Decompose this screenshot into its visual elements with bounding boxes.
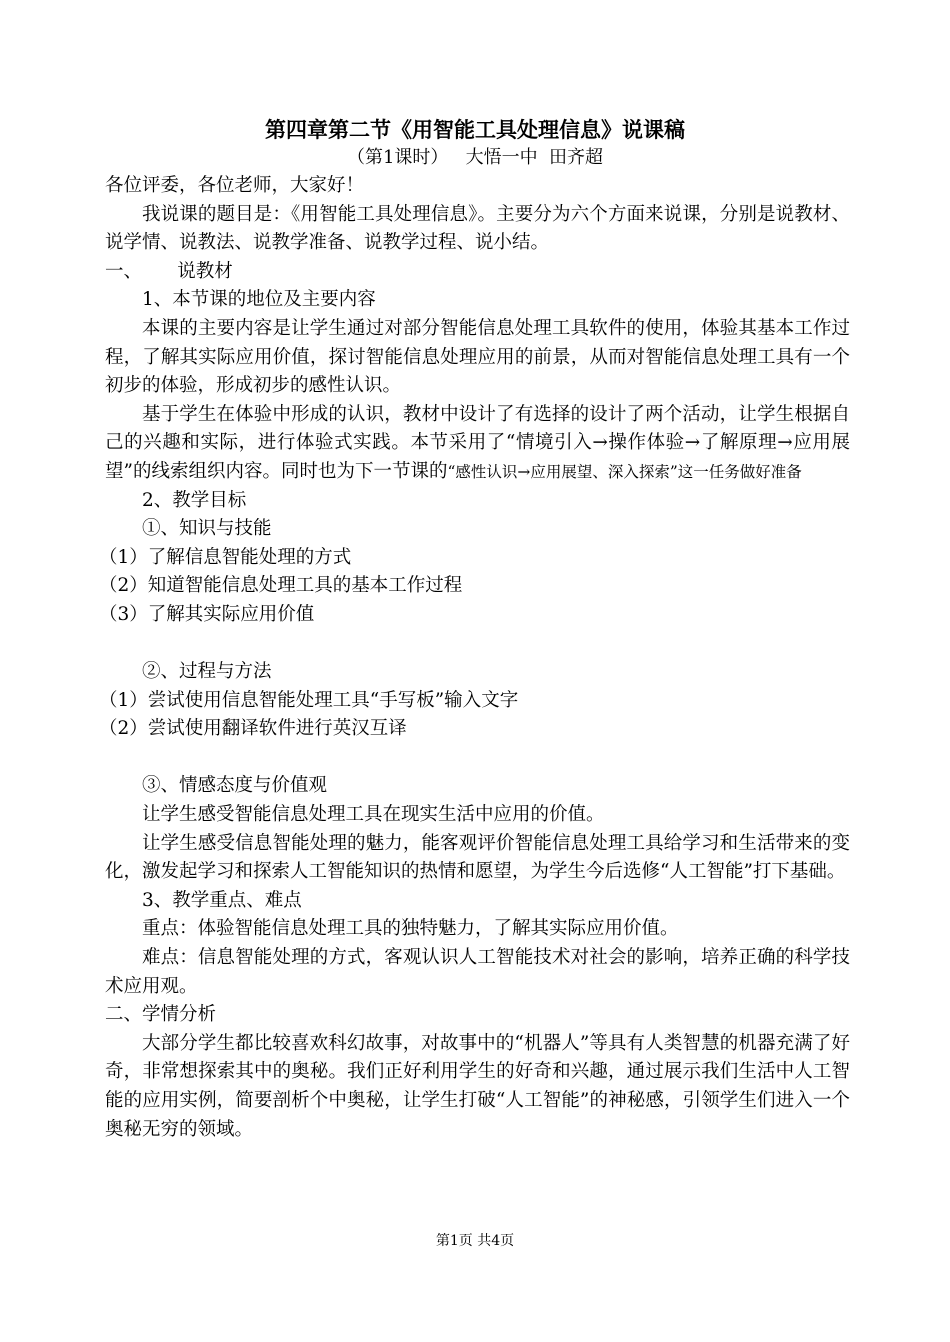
difficult-point: 难点：信息智能处理的方式，客观认识人工智能技术对社会的影响，培养正确的科学技术应用观。 bbox=[105, 947, 850, 997]
goal-2-heading: ②、过程与方法 bbox=[142, 661, 272, 683]
section-1-heading: 一、 说教材 bbox=[105, 260, 233, 282]
subsection-2-heading: 2、教学目标 bbox=[142, 489, 247, 511]
activity-text: 基于学生在体验中形成的认识，教材中设计了有选择的设计了两个活动，让学生根据自己的兴趣和实际，进行体验式实践。本节采用了“情境引入→操作体验→了解原理→应用展望”的线索组织内容。同时也为下一节课的 bbox=[105, 403, 850, 482]
subsection-1-heading: 1、本节课的地位及主要内容 bbox=[142, 289, 376, 311]
goal-3-heading: ③、情感态度与价值观 bbox=[142, 775, 328, 797]
section-2-heading: 二、学情分析 bbox=[105, 1004, 217, 1026]
list-item: （1）了解信息智能处理的方式 bbox=[99, 546, 352, 568]
list-item: （2）知道智能信息处理工具的基本工作过程 bbox=[99, 575, 463, 597]
activity-text-small: “感性认识→应用展望、深入探索”这一任务做好准备 bbox=[447, 462, 802, 481]
subsection-3-heading: 3、教学重点、难点 bbox=[142, 889, 302, 911]
goal-1-heading: ①、知识与技能 bbox=[142, 518, 272, 540]
list-item: （1）尝试使用信息智能处理工具“手写板”输入文字 bbox=[99, 689, 519, 711]
list-item: （3）了解其实际应用价值 bbox=[99, 603, 315, 625]
greeting: 各位评委，各位老师，大家好！ bbox=[105, 175, 365, 196]
blank-line bbox=[105, 744, 850, 773]
learner-analysis-paragraph: 大部分学生都比较喜欢科幻故事，对故事中的“机器人”等具有人类智慧的机器充满了好奇，非常想探索其中的奥秘。我们正好利用学生的好奇和兴趣，通过展示我们生活中人工智能的应用实例，简要剖析个中奥秘，让学生打破“人工智能”的神秘感，引领学生们进入一个奥秘无穷的领域。 bbox=[105, 1032, 850, 1140]
blank-line bbox=[105, 630, 850, 659]
content-paragraph: 本课的主要内容是让学生通过对部分智能信息处理工具软件的使用，体验其基本工作过程，了解其实际应用价值，探讨智能信息处理应用的前景，从而对智能信息处理工具有一个初步的体验，形成初步的感性认识。 bbox=[105, 317, 850, 397]
key-point: 重点：体验智能信息处理工具的独特魅力，了解其实际应用价值。 bbox=[142, 918, 679, 940]
page-number: 第1页 共4页 bbox=[435, 1233, 515, 1249]
document-body bbox=[99, 172, 850, 1144]
list-item: （2）尝试使用翻译软件进行英汉互译 bbox=[99, 718, 407, 740]
goal-3-paragraph: 让学生感受信息智能处理的魅力，能客观评价智能信息处理工具给学习和生活带来的变化，激发起学习和探索人工智能知识的热情和愿望，为学生今后选修“人工智能”打下基础。 bbox=[105, 832, 850, 883]
activity-paragraph bbox=[105, 401, 850, 487]
goal-3-paragraph: 让学生感受智能信息处理工具在现实生活中应用的价值。 bbox=[142, 804, 605, 826]
document-subtitle: （第1课时） 大悟一中 田齐超 bbox=[346, 147, 604, 168]
intro-paragraph: 我说课的题目是：《用智能工具处理信息》。主要分为六个方面来说课，分别是说教材、说学情、说教法、说教学准备、说教学过程、说小结。 bbox=[105, 203, 850, 254]
document-title: 第四章第二节《用智能工具处理信息》说课稿 bbox=[265, 117, 685, 142]
